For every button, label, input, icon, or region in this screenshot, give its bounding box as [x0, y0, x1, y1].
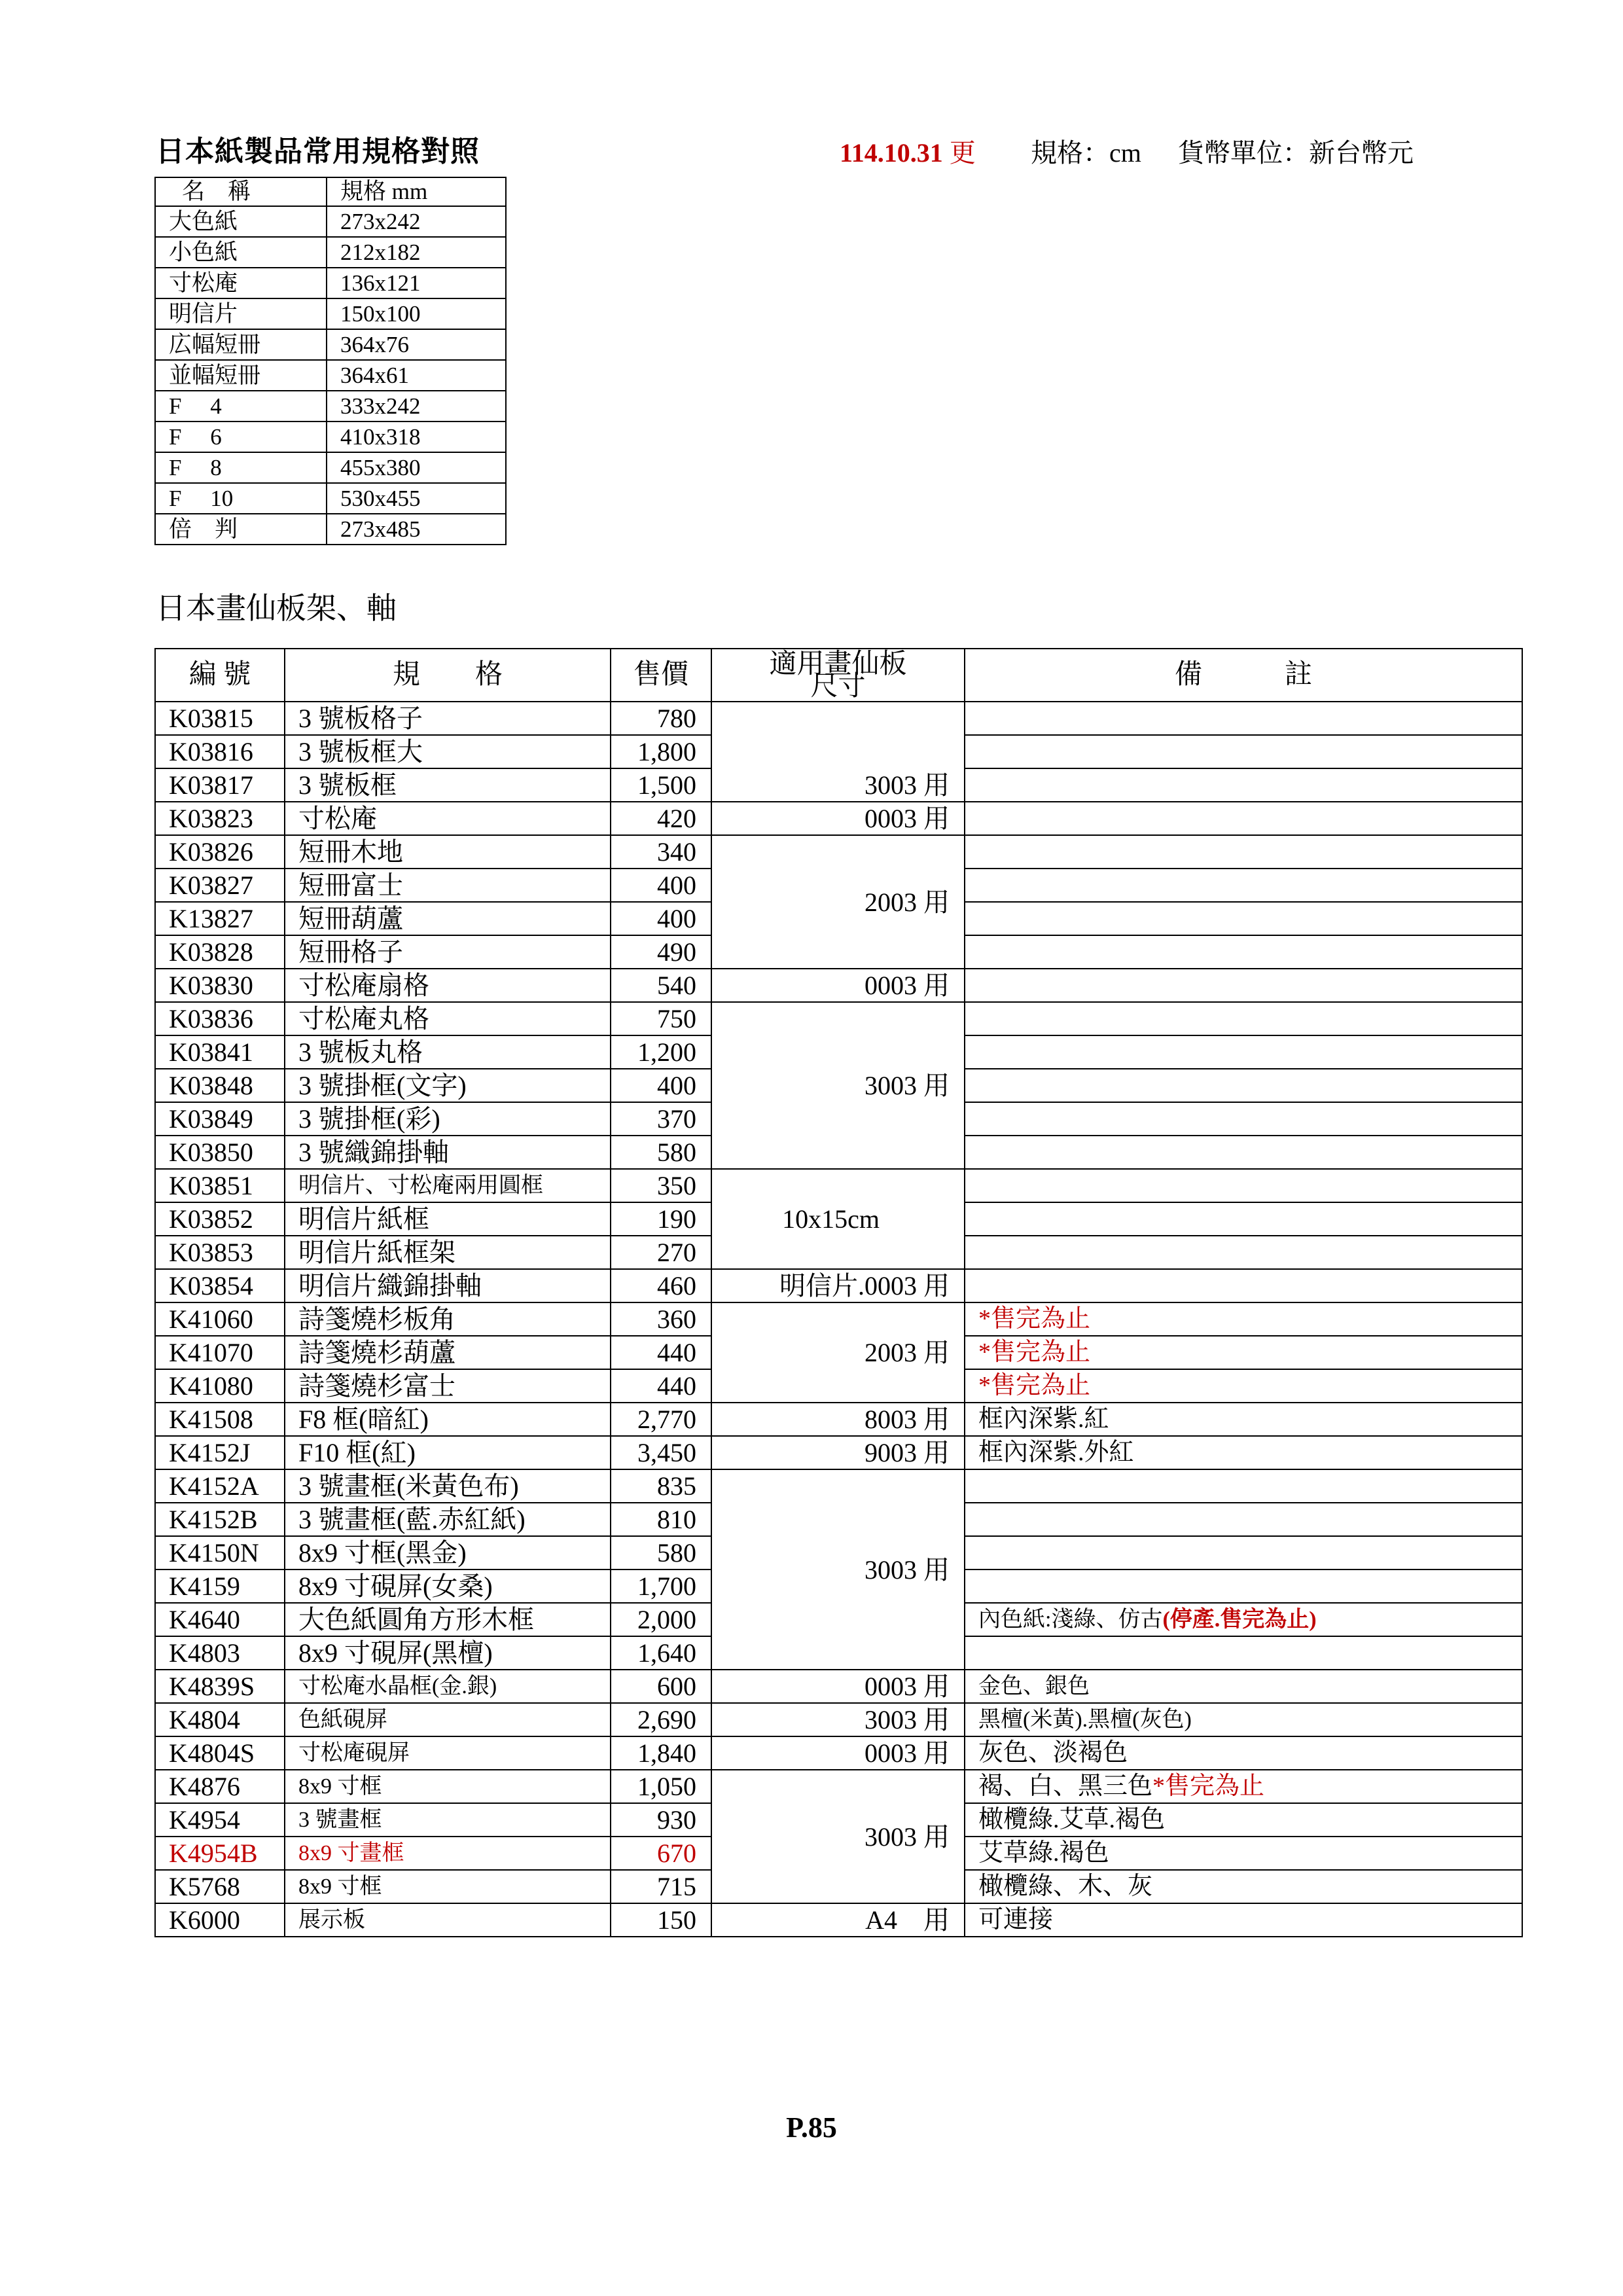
product-code: K4152J	[155, 1436, 285, 1469]
product-name: 明信片紙框架	[285, 1236, 611, 1269]
product-note	[965, 1136, 1522, 1169]
size-header-spec: 規格 mm	[327, 177, 506, 206]
table-row	[155, 1269, 1522, 1302]
product-code: K4876	[155, 1770, 285, 1803]
product-price: 670	[611, 1837, 711, 1870]
product-price: 810	[611, 1503, 711, 1536]
size-spec: 455x380	[327, 452, 506, 483]
header-applicable-line2: 尺寸	[810, 671, 866, 702]
update-date-suffix: 更	[942, 138, 976, 168]
product-name: 3 號畫框	[285, 1803, 611, 1837]
product-code: K4640	[155, 1603, 285, 1636]
product-code: K4954B	[155, 1837, 285, 1870]
product-price: 420	[611, 802, 711, 835]
product-name: 寸松庵丸格	[285, 1002, 611, 1035]
size-spec: 273x242	[327, 206, 506, 237]
product-note: 黑檀(米黃).黑檀(灰色)	[965, 1703, 1522, 1736]
size-row	[155, 237, 506, 268]
product-name: 3 號畫框(米黃色布)	[285, 1469, 611, 1503]
size-name: F 4	[155, 391, 327, 422]
table-row	[155, 1436, 1522, 1469]
product-code: K03849	[155, 1102, 285, 1136]
product-code: K4803	[155, 1636, 285, 1670]
product-price: 930	[611, 1803, 711, 1837]
size-name: 寸松庵	[155, 268, 327, 298]
product-note: 框內深紫.外紅	[965, 1436, 1522, 1469]
product-note-warning: (停產.售完為止)	[1162, 1607, 1317, 1632]
product-name: 短冊富士	[285, 869, 611, 902]
size-spec: 150x100	[327, 298, 506, 329]
table-row	[155, 1002, 1522, 1035]
product-code: K41080	[155, 1369, 285, 1403]
header-price: 售價	[611, 649, 711, 702]
product-note	[965, 1202, 1522, 1236]
product-code: K6000	[155, 1903, 285, 1937]
product-note	[965, 1035, 1522, 1069]
product-price: 370	[611, 1102, 711, 1136]
table-row	[155, 1903, 1522, 1937]
paper-size-table	[154, 177, 507, 545]
product-code: K03853	[155, 1236, 285, 1269]
currency-unit: 貨幣單位：新台幣元	[1178, 138, 1414, 168]
product-note	[965, 735, 1522, 768]
product-code: K03827	[155, 869, 285, 902]
product-code: K4804	[155, 1703, 285, 1736]
product-note: 橄欖綠、木、灰	[965, 1870, 1522, 1903]
table-row	[155, 1169, 1522, 1202]
product-name: 寸松庵水晶框(金.銀)	[285, 1670, 611, 1703]
product-name: 3 號畫框(藍.赤紅紙)	[285, 1503, 611, 1536]
applicable-size: 0003 用	[711, 1670, 965, 1703]
product-code: K03850	[155, 1136, 285, 1169]
header-code: 編 號	[155, 649, 285, 702]
header-note: 備 註	[965, 649, 1522, 702]
product-name: 明信片、寸松庵兩用圓框	[285, 1169, 611, 1202]
product-name: 短冊葫蘆	[285, 902, 611, 935]
size-row	[155, 206, 506, 237]
product-price: 580	[611, 1136, 711, 1169]
size-row	[155, 268, 506, 298]
product-price: 340	[611, 835, 711, 869]
product-name: 3 號板框大	[285, 735, 611, 768]
product-price: 540	[611, 969, 711, 1002]
product-code: K03817	[155, 768, 285, 802]
update-date-value: 114.10.31	[840, 138, 943, 168]
product-note	[965, 1503, 1522, 1536]
table-row	[155, 1469, 1522, 1503]
product-price: 1,050	[611, 1770, 711, 1803]
product-price: 400	[611, 902, 711, 935]
product-name: 明信片織錦掛軸	[285, 1269, 611, 1302]
product-code: K13827	[155, 902, 285, 935]
product-name: F8 框(暗紅)	[285, 1403, 611, 1436]
product-note	[965, 969, 1522, 1002]
table-row	[155, 702, 1522, 735]
product-price: 190	[611, 1202, 711, 1236]
product-price: 1,700	[611, 1570, 711, 1603]
header-applicable-line1: 適用畫仙板	[769, 649, 907, 679]
size-spec: 212x182	[327, 237, 506, 268]
product-note	[965, 1069, 1522, 1102]
product-price: 1,840	[611, 1736, 711, 1770]
table-row	[155, 1770, 1522, 1803]
product-note	[965, 869, 1522, 902]
size-row	[155, 360, 506, 391]
product-note	[965, 835, 1522, 869]
product-note: 框內深紫.紅	[965, 1403, 1522, 1436]
product-code: K4839S	[155, 1670, 285, 1703]
product-code: K41070	[155, 1336, 285, 1369]
product-price: 2,770	[611, 1403, 711, 1436]
product-code: K4152A	[155, 1469, 285, 1503]
applicable-size: 2003 用	[711, 835, 965, 969]
product-note	[965, 1269, 1522, 1302]
size-table-header	[155, 177, 506, 206]
size-spec: 273x485	[327, 514, 506, 545]
product-code: K03828	[155, 935, 285, 969]
product-name: 詩箋燒杉板角	[285, 1302, 611, 1336]
product-code: K03848	[155, 1069, 285, 1102]
product-name: 3 號板丸格	[285, 1035, 611, 1069]
product-price: 835	[611, 1469, 711, 1503]
size-row	[155, 452, 506, 483]
product-note	[965, 1570, 1522, 1603]
size-row	[155, 422, 506, 452]
product-price: 2,690	[611, 1703, 711, 1736]
product-note	[965, 1102, 1522, 1136]
product-price: 600	[611, 1670, 711, 1703]
product-code: K03836	[155, 1002, 285, 1035]
product-code: K4804S	[155, 1736, 285, 1770]
product-note	[965, 1469, 1522, 1503]
applicable-size: 9003 用	[711, 1436, 965, 1469]
product-name: 明信片紙框	[285, 1202, 611, 1236]
product-code: K4159	[155, 1570, 285, 1603]
product-note	[965, 935, 1522, 969]
product-note	[965, 1536, 1522, 1570]
product-note: 灰色、淡褐色	[965, 1736, 1522, 1770]
applicable-size: 8003 用	[711, 1403, 965, 1436]
product-name: 8x9 寸框(黑金)	[285, 1536, 611, 1570]
size-spec: 333x242	[327, 391, 506, 422]
product-name: F10 框(紅)	[285, 1436, 611, 1469]
product-note	[965, 1002, 1522, 1035]
size-name: 並幅短冊	[155, 360, 327, 391]
applicable-size: 3003 用	[711, 1770, 965, 1903]
product-name: 寸松庵硯屏	[285, 1736, 611, 1770]
product-code: K5768	[155, 1870, 285, 1903]
product-name: 短冊木地	[285, 835, 611, 869]
product-note-text: 褐、白、黑三色	[978, 1772, 1153, 1800]
product-note: *售完為止	[965, 1302, 1522, 1336]
product-note	[965, 1603, 1522, 1636]
product-price: 460	[611, 1269, 711, 1302]
product-note: 可連接	[965, 1903, 1522, 1937]
product-name: 8x9 寸畫框	[285, 1837, 611, 1870]
product-price: 440	[611, 1336, 711, 1369]
size-row	[155, 514, 506, 545]
product-name: 8x9 寸硯屏(黑檀)	[285, 1636, 611, 1670]
size-spec: 364x76	[327, 329, 506, 360]
product-code: K03823	[155, 802, 285, 835]
product-name: 8x9 寸框	[285, 1870, 611, 1903]
product-code: K4152B	[155, 1503, 285, 1536]
product-name: 寸松庵扇格	[285, 969, 611, 1002]
product-price: 1,800	[611, 735, 711, 768]
product-name: 3 號掛框(彩)	[285, 1102, 611, 1136]
product-price: 490	[611, 935, 711, 969]
product-price: 1,200	[611, 1035, 711, 1069]
size-spec: 410x318	[327, 422, 506, 452]
product-code: K03852	[155, 1202, 285, 1236]
product-note: 艾草綠.褐色	[965, 1837, 1522, 1870]
applicable-size: 2003 用	[711, 1302, 965, 1403]
product-name: 3 號織錦掛軸	[285, 1136, 611, 1169]
table-row	[155, 1403, 1522, 1436]
product-name: 8x9 寸硯屏(女桑)	[285, 1570, 611, 1603]
size-name: 倍 判	[155, 514, 327, 545]
applicable-size: 3003 用	[711, 702, 965, 802]
product-table-header	[155, 649, 1522, 702]
product-price: 1,640	[611, 1636, 711, 1670]
product-note	[965, 1636, 1522, 1670]
product-note	[965, 802, 1522, 835]
product-price: 360	[611, 1302, 711, 1336]
size-row	[155, 298, 506, 329]
product-note	[965, 1169, 1522, 1202]
product-code: K03826	[155, 835, 285, 869]
table-row	[155, 1302, 1522, 1336]
size-name: 広幅短冊	[155, 329, 327, 360]
size-name: F 10	[155, 483, 327, 514]
header-name: 規 格	[285, 649, 611, 702]
product-note	[965, 768, 1522, 802]
product-code: K41060	[155, 1302, 285, 1336]
product-note: *售完為止	[965, 1369, 1522, 1403]
product-price: 440	[611, 1369, 711, 1403]
product-code: K4150N	[155, 1536, 285, 1570]
size-name: 小色紙	[155, 237, 327, 268]
product-price: 3,450	[611, 1436, 711, 1469]
applicable-size: 0003 用	[711, 802, 965, 835]
product-price: 580	[611, 1536, 711, 1570]
product-note	[965, 1770, 1522, 1803]
product-name: 詩箋燒杉葫蘆	[285, 1336, 611, 1369]
product-price: 780	[611, 702, 711, 735]
product-price: 750	[611, 1002, 711, 1035]
spec-unit: 規格：cm	[1031, 138, 1141, 168]
product-name: 詩箋燒杉富士	[285, 1369, 611, 1403]
product-code: K03830	[155, 969, 285, 1002]
product-note: 橄欖綠.艾草.褐色	[965, 1803, 1522, 1837]
applicable-size: 0003 用	[711, 969, 965, 1002]
product-name: 3 號板框	[285, 768, 611, 802]
page-title: 日本紙製品常用規格對照	[156, 135, 480, 168]
table-row	[155, 802, 1522, 835]
product-code: K41508	[155, 1403, 285, 1436]
product-price: 150	[611, 1903, 711, 1937]
product-note: 金色、銀色	[965, 1670, 1522, 1703]
applicable-size: 0003 用	[711, 1736, 965, 1770]
product-price: 1,500	[611, 768, 711, 802]
size-row	[155, 329, 506, 360]
product-code: K03815	[155, 702, 285, 735]
page-number: P.85	[786, 2111, 837, 2144]
product-price: 400	[611, 869, 711, 902]
section-title: 日本畫仙板架、軸	[156, 592, 397, 625]
update-date	[840, 132, 976, 170]
product-code: K03851	[155, 1169, 285, 1202]
size-name: F 8	[155, 452, 327, 483]
product-note	[965, 902, 1522, 935]
applicable-size: 3003 用	[711, 1002, 965, 1169]
applicable-size: 明信片.0003 用	[711, 1269, 965, 1302]
table-row	[155, 1670, 1522, 1703]
product-note-text: 內色紙:淺綠、仿古	[978, 1607, 1163, 1632]
applicable-size: 3003 用	[711, 1703, 965, 1736]
applicable-size: 3003 用	[711, 1469, 965, 1670]
product-note: *售完為止	[965, 1336, 1522, 1369]
size-header-name: 名 稱	[155, 177, 327, 206]
product-code: K03841	[155, 1035, 285, 1069]
size-name: 大色紙	[155, 206, 327, 237]
product-name: 大色紙圓角方形木框	[285, 1603, 611, 1636]
applicable-size: A4 用	[711, 1903, 965, 1937]
table-row	[155, 969, 1522, 1002]
product-note	[965, 702, 1522, 735]
table-row	[155, 835, 1522, 869]
table-row	[155, 1703, 1522, 1736]
product-code: K4954	[155, 1803, 285, 1837]
product-note	[965, 1236, 1522, 1269]
product-name: 寸松庵	[285, 802, 611, 835]
size-row	[155, 391, 506, 422]
product-code: K03816	[155, 735, 285, 768]
product-price: 2,000	[611, 1603, 711, 1636]
product-price: 350	[611, 1169, 711, 1202]
size-spec: 530x455	[327, 483, 506, 514]
product-name: 展示板	[285, 1903, 611, 1937]
applicable-size: 10x15cm	[711, 1169, 965, 1269]
size-name: F 6	[155, 422, 327, 452]
product-code: K03854	[155, 1269, 285, 1302]
table-row	[155, 1736, 1522, 1770]
size-spec: 136x121	[327, 268, 506, 298]
product-note-warning: *售完為止	[1152, 1772, 1265, 1800]
header-applicable	[711, 649, 965, 702]
product-price: 715	[611, 1870, 711, 1903]
product-name: 3 號板格子	[285, 702, 611, 735]
product-table	[154, 648, 1523, 1937]
product-name: 3 號掛框(文字)	[285, 1069, 611, 1102]
size-name: 明信片	[155, 298, 327, 329]
product-price: 270	[611, 1236, 711, 1269]
size-row	[155, 483, 506, 514]
product-name: 短冊格子	[285, 935, 611, 969]
product-name: 色紙硯屏	[285, 1703, 611, 1736]
product-price: 400	[611, 1069, 711, 1102]
size-spec: 364x61	[327, 360, 506, 391]
product-name: 8x9 寸框	[285, 1770, 611, 1803]
